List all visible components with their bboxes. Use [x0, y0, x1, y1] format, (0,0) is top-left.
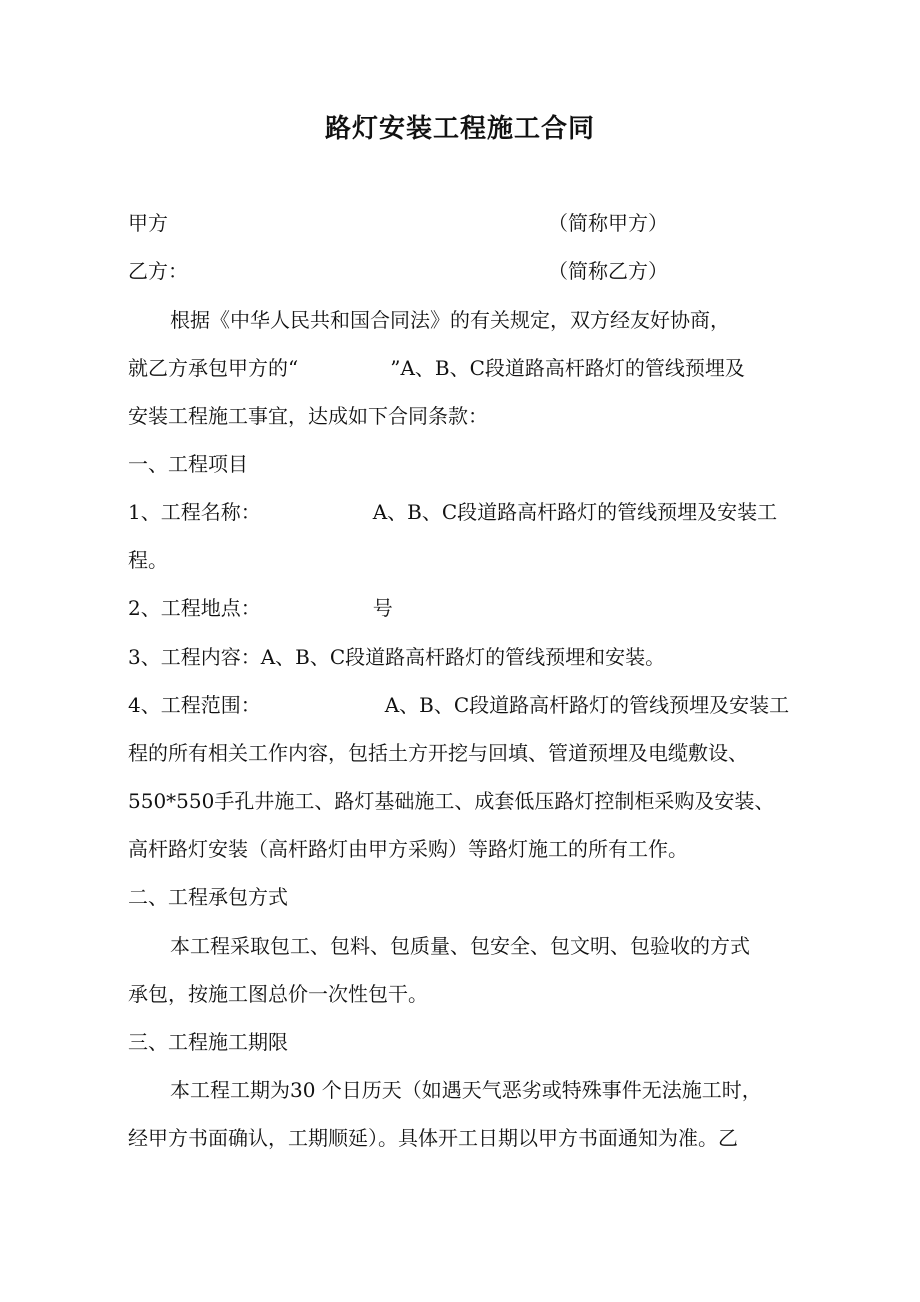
party-b-note: （简称乙方） — [548, 259, 668, 283]
party-a-note: （简称甲方） — [548, 211, 668, 235]
item-4-line-3: 550*550手孔井施工、路灯基础施工、成套低压路灯控制柜采购及安装、 — [128, 789, 775, 813]
section-3-heading: 三、工程施工期限 — [128, 1030, 288, 1054]
section-3-line-2: 经甲方书面确认，工期顺延）。具体开工日期以甲方书面通知为准。乙 — [128, 1126, 738, 1150]
item-1-line-2: 程。 — [128, 548, 168, 572]
preamble-line-2 — [128, 353, 745, 383]
item-2-label: 2、工程地点： — [128, 596, 261, 620]
item-4-value: A、B、C段道路高杆路灯的管线预埋及安装工 — [384, 693, 790, 717]
item-1-value: A、B、C段道路高杆路灯的管线预埋及安装工 — [372, 500, 778, 524]
item-2-line — [128, 593, 393, 623]
item-1-label: 1、工程名称： — [128, 500, 261, 524]
preamble-line-1: 根据《中华人民共和国合同法》的有关规定，双方经友好协商， — [170, 308, 730, 332]
document-title: 路灯安装工程施工合同 — [324, 114, 595, 144]
item-4-line-2: 程的所有相关工作内容，包括土方开挖与回填、管道预埋及电缆敷设、 — [128, 741, 748, 765]
section-2-line-1: 本工程采取包工、包料、包质量、包安全、包文明、包验收的方式 — [170, 934, 750, 958]
party-b-label: 乙方： — [128, 259, 188, 283]
preamble-line-2-end: ”A、B、C段道路高杆路灯的管线预埋及 — [390, 356, 745, 380]
item-2-value: 号 — [372, 596, 393, 620]
item-1-line-1 — [128, 497, 777, 527]
preamble-line-3: 安装工程施工事宜，达成如下合同条款： — [128, 404, 488, 428]
section-3-line-1: 本工程工期为30 个日历天（如遇天气恶劣或特殊事件无法施工时， — [170, 1078, 762, 1102]
section-2-heading: 二、工程承包方式 — [128, 885, 288, 909]
section-2-line-2: 承包，按施工图总价一次性包干。 — [128, 982, 428, 1006]
item-4-line-1 — [128, 690, 789, 720]
section-1-heading: 一、工程项目 — [128, 452, 248, 476]
preamble-line-2-start: 就乙方承包甲方的“ — [128, 356, 299, 380]
item-3-line: 3、工程内容：A、B、C段道路高杆路灯的管线预埋和安装。 — [128, 645, 666, 669]
party-a-label: 甲方 — [128, 211, 168, 235]
item-4-label: 4、工程范围： — [128, 693, 261, 717]
item-4-line-4: 高杆路灯安装（高杆路灯由甲方采购）等路灯施工的所有工作。 — [128, 837, 688, 861]
